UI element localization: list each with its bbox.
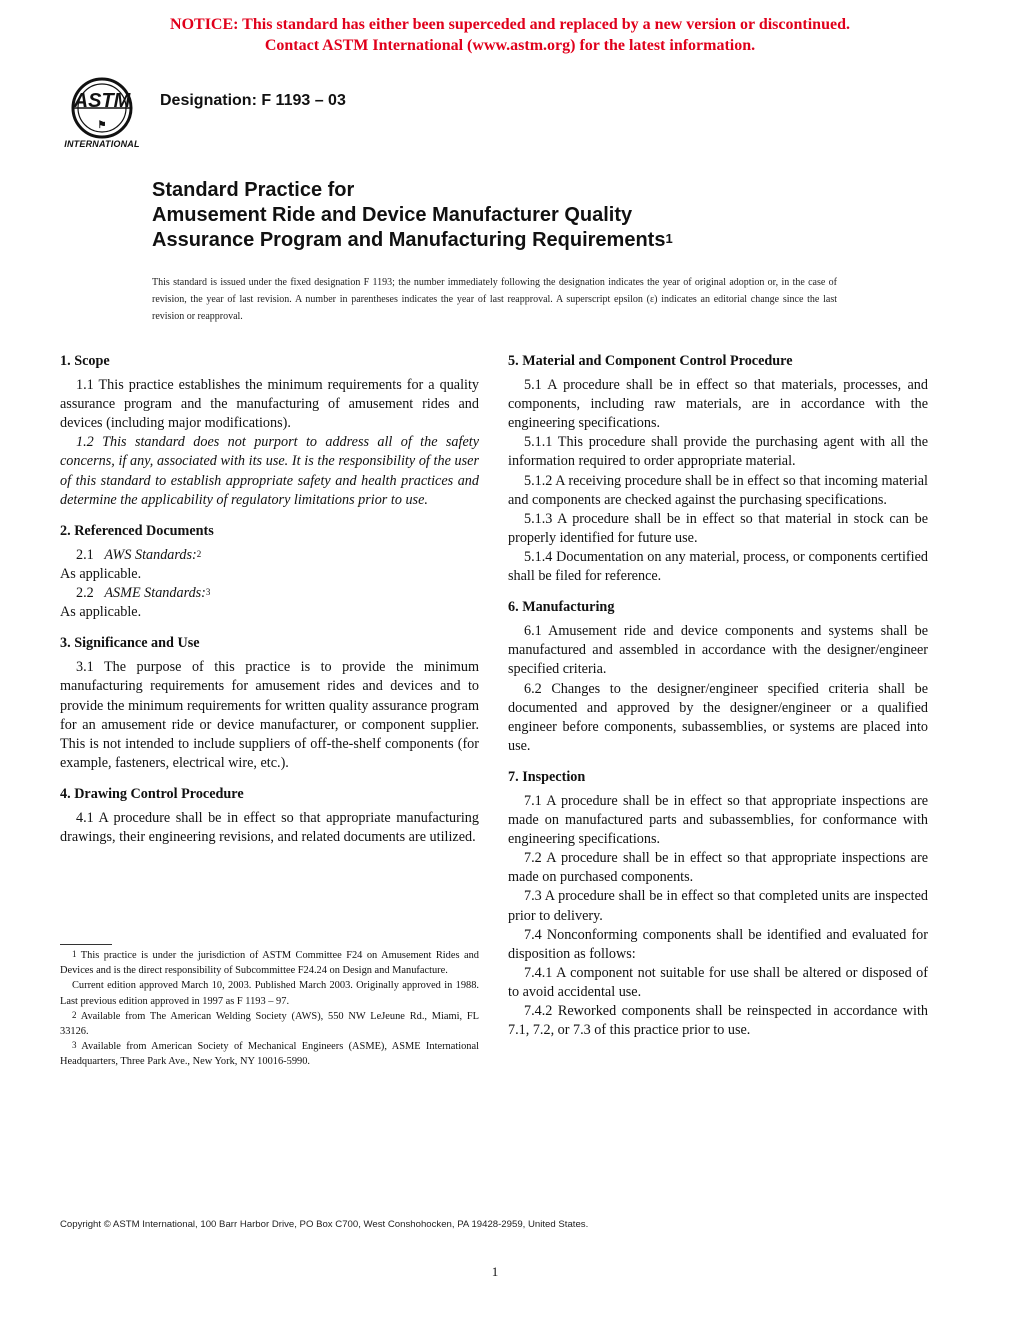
paragraph: 7.4.2 Reworked components shall be reinspected in accordance with 7.1, 7.2, or 7.3 of this practice prior to use. bbox=[508, 1003, 928, 1039]
notice-line-1: NOTICE: This standard has either been superceded and replaced by a new version or discontinued. bbox=[170, 16, 850, 33]
paragraph: 7.4.1 A component not suitable for use shall be altered or disposed of to avoid accidental use. bbox=[508, 964, 928, 1000]
copyright-notice: Copyright © ASTM International, 100 Barr Harbor Drive, PO Box C700, West Conshohocken, PA 19428-2959, United States. bbox=[60, 1219, 589, 1230]
reference-item bbox=[60, 546, 479, 565]
footnote bbox=[60, 1039, 479, 1069]
paragraph: 5.1 A procedure shall be in effect so that materials, processes, and components, including raw materials, are in accordance with the engineering specifications. bbox=[508, 377, 928, 432]
reference-label: ASME Standards: bbox=[104, 585, 206, 602]
footnote-mark: 3 bbox=[205, 587, 211, 598]
paragraph: 1.1 This practice establishes the minimum requirements for a quality assurance program and the manufacturing of amusement rides and devices (including major modifications). bbox=[60, 377, 479, 432]
section-manufacturing bbox=[508, 598, 928, 756]
paragraph: 6.1 Amusement ride and device components and systems shall be manufactured and assembled in accordance with the designer/engineer specified criteria. bbox=[508, 623, 928, 678]
astm-logo bbox=[58, 76, 146, 154]
reference-note: As applicable. bbox=[60, 604, 142, 621]
title-line-1: Standard Practice for bbox=[152, 179, 355, 201]
section-material-control bbox=[508, 352, 928, 586]
left-column bbox=[60, 352, 479, 859]
reference-label: AWS Standards: bbox=[104, 546, 197, 563]
paragraph: 5.1.3 A procedure shall be in effect so that material in stock can be properly identified for future use. bbox=[508, 510, 928, 546]
footnote-edition: Current edition approved March 10, 2003. Published March 2003. Originally approved in 1988. Last previous edition approved in 1997 as F 1193 – 97. bbox=[60, 980, 479, 1007]
logo-letters: ASTM bbox=[73, 90, 131, 112]
paragraph: 5.1.4 Documentation on any material, process, or components certified shall be filed for reference. bbox=[508, 548, 928, 585]
section-scope bbox=[60, 352, 479, 510]
reference-item bbox=[60, 584, 479, 603]
section-heading: 4. Drawing Control Procedure bbox=[60, 785, 244, 802]
paragraph: 5.1.1 This procedure shall provide the purchasing agent with all the information required to order appropriate material. bbox=[508, 434, 928, 470]
footnote bbox=[60, 1009, 479, 1039]
designation: Designation: F 1193 – 03 bbox=[160, 92, 346, 109]
logo-caption: INTERNATIONAL bbox=[64, 139, 140, 149]
title-line-3: Assurance Program and Manufacturing Requirements bbox=[152, 229, 666, 251]
footnote-text: Available from The American Welding Society (AWS), 550 NW LeJeune Rd., Miami, FL 33126. bbox=[60, 1010, 480, 1038]
astm-logo-icon bbox=[58, 76, 146, 140]
title-line-2: Amusement Ride and Device Manufacturer Quality bbox=[152, 204, 633, 226]
section-significance bbox=[60, 634, 479, 773]
section-heading: 1. Scope bbox=[60, 353, 110, 369]
section-drawing-control bbox=[60, 785, 479, 847]
paragraph: 4.1 A procedure shall be in effect so that appropriate manufacturing drawings, their engineering revisions, and related documents are utilized. bbox=[60, 809, 479, 846]
section-heading: 3. Significance and Use bbox=[60, 635, 200, 652]
section-heading: 5. Material and Component Control Procedure bbox=[508, 353, 793, 369]
footnote-text: Available from American Society of Mechanical Engineers (ASME), ASME International Headquarters, Three Park Ave., New York, NY 10016-5990. bbox=[60, 1041, 480, 1068]
reference-number: 2.1 bbox=[76, 546, 94, 563]
section-referenced-documents bbox=[60, 522, 479, 622]
paragraph: 1.2 This standard does not purport to address all of the safety concerns, if any, associated with its use. It is the responsibility of the user of this standard to establish appropriate safety and health practices and determine the applicability of regulatory limitations prior to use. bbox=[60, 434, 479, 508]
footnote-mark: 3 bbox=[72, 1040, 77, 1051]
footnote-text: This practice is under the jurisdiction of ASTM Committee F24 on Amusement Rides and Devices and is the direct responsibility of Subcommittee F24.24 on Design and Manufacture. bbox=[60, 950, 479, 977]
footnote-mark: 2 bbox=[196, 548, 202, 559]
reference-note: As applicable. bbox=[60, 565, 142, 582]
paragraph: 3.1 The purpose of this practice is to provide the minimum manufacturing requirements for amusement rides and devices and to provide the minimum requirements for written quality assurance program for an amusement ride or device manufacturer, or component supplier. This is not intended to include suppliers of off-the-shelf components (for example, fasteners, electrical wire, etc.). bbox=[60, 659, 479, 771]
page-number: 1 bbox=[491, 1264, 499, 1279]
paragraph: 7.2 A procedure shall be in effect so that appropriate inspections are made on purchased components. bbox=[508, 850, 928, 886]
footnote-mark: 2 bbox=[72, 1009, 77, 1020]
paragraph: 5.1.2 A receiving procedure shall be in effect so that incoming material and components are checked against the purchasing specifications. bbox=[508, 472, 928, 508]
section-inspection bbox=[508, 768, 928, 1040]
document-title bbox=[152, 178, 932, 253]
footnote-mark: 1 bbox=[72, 949, 77, 959]
notice-line-2: Contact ASTM International (www.astm.org) for the latest information. bbox=[264, 37, 756, 54]
paragraph: 7.1 A procedure shall be in effect so that appropriate inspections are made on manufactured parts and subassemblies, for conformance with engineering specifications. bbox=[508, 792, 928, 848]
section-heading: 2. Referenced Documents bbox=[60, 522, 214, 539]
notice-banner bbox=[0, 14, 1020, 56]
paragraph: 7.4 Nonconforming components shall be identified and evaluated for disposition as follows: bbox=[508, 926, 928, 962]
reference-number: 2.2 bbox=[76, 585, 94, 602]
title-footnote-mark: 1 bbox=[665, 231, 673, 246]
footnote bbox=[60, 948, 479, 978]
right-column bbox=[508, 352, 928, 1052]
paragraph: 7.3 A procedure shall be in effect so that completed units are inspected prior to delivery. bbox=[508, 888, 928, 924]
footnote-divider bbox=[60, 944, 112, 945]
section-heading: 6. Manufacturing bbox=[508, 599, 615, 616]
section-heading: 7. Inspection bbox=[508, 768, 586, 785]
preamble: This standard is issued under the fixed designation F 1193; the number immediately following the designation indicates the year of original adoption or, in the case of revision, the year of last revision. A number in parentheses indicates the year of last reapproval. A superscript epsilon (ε) indicates an editorial change since the last revision or reapproval. bbox=[152, 277, 837, 322]
paragraph: 6.2 Changes to the designer/engineer specified criteria shall be documented and approved by the designer/engineer or a qualified engineer before components, subassemblies, or systems are placed into use. bbox=[508, 680, 928, 754]
footnotes bbox=[60, 944, 479, 1070]
svg-text:⚑: ⚑ bbox=[97, 120, 107, 131]
